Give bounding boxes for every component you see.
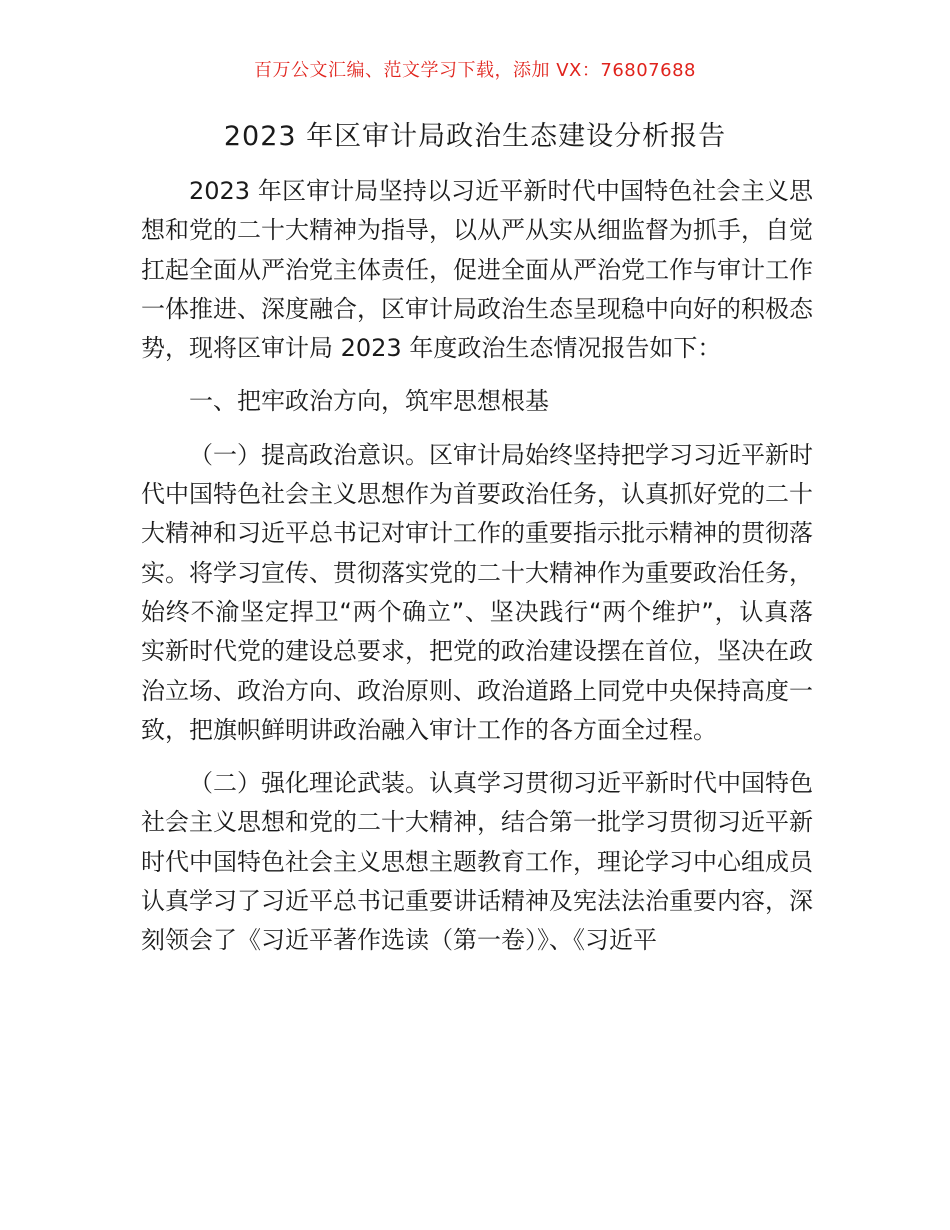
item-paragraph-1: （一）提高政治意识。区审计局始终坚持把学习习近平新时代中国特色社会主义思想作为首要政治任务，认真抓好党的二十大精神和习近平总书记对审计工作的重要指示批示精神的贯彻落实。将学习宣传、贯彻落实党的二十大精神作为重要政治任务，始终不渝坚定捍卫“两个确立”、坚决践行“两个维护”，认真落实新时代党的建设总要求，把党的政治建设摆在首位，坚决在政治立场、政治方向、政治原则、政治道路上同党中央保持高度一致，把旗帜鲜明讲政治融入审计工作的各方面全过程。 bbox=[141, 440, 813, 744]
section-heading: 一、把牢政治方向，筑牢思想根基 bbox=[189, 387, 549, 416]
item-paragraph-2: （二）强化理论武装。认真学习贯彻习近平新时代中国特色社会主义思想和党的二十大精神，结合第一批学习贯彻习近平新时代中国特色社会主义思想主题教育工作，理论学习中心组成员认真学习了习近平总书记重要讲话精神及宪法法治重要内容，深刻领会了《习近平著作选读（第一卷）》、《习近平 bbox=[141, 769, 813, 955]
header-watermark-note: 百万公文汇编、范文学习下载，添加 VX：76807688 bbox=[254, 60, 696, 81]
document-body bbox=[141, 172, 813, 961]
document-title: 2023 年区审计局政治生态建设分析报告 bbox=[223, 121, 727, 152]
intro-paragraph: 2023 年区审计局坚持以习近平新时代中国特色社会主义思想和党的二十大精神为指导，以从严从实从细监督为抓手，自觉扛起全面从严治党主体责任，促进全面从严治党工作与审计工作一体推进、深度融合，区审计局政治生态呈现稳中向好的积极态势，现将区审计局 2023 年度政治生态情况报告如下： bbox=[141, 177, 813, 363]
